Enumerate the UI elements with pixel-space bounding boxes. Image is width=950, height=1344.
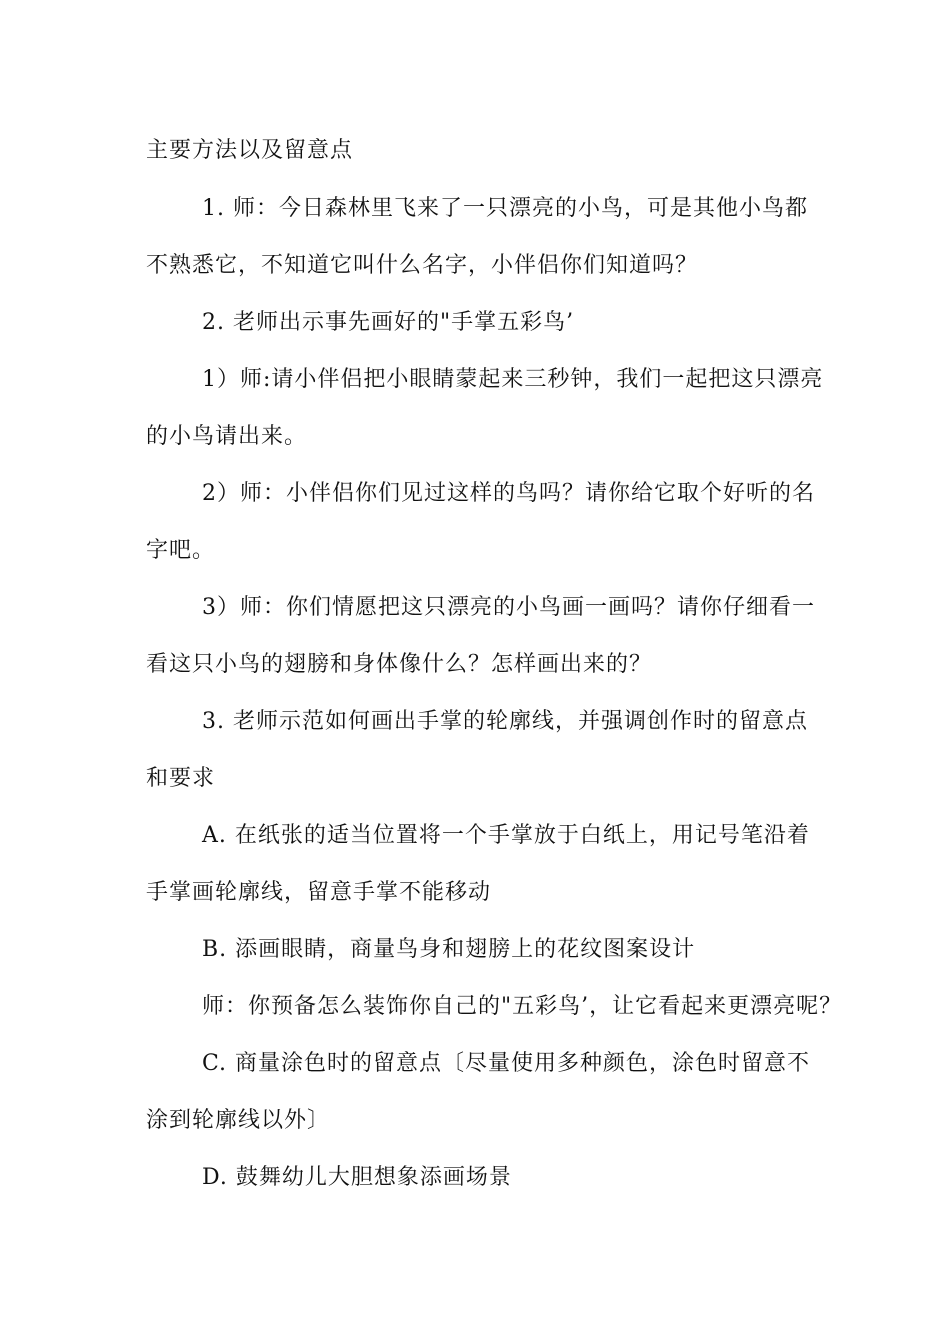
paragraph-line: 3. 老师示范如何画出手掌的轮廓线，并强调创作时的留意点 bbox=[202, 709, 808, 734]
paragraph-line: 1. 师：今日森林里飞来了一只漂亮的小鸟，可是其他小鸟都 bbox=[202, 196, 808, 221]
paragraph-line: B. 添画眼睛，商量鸟身和翅膀上的花纹图案设计 bbox=[202, 937, 696, 962]
paragraph-line: 字吧。 bbox=[146, 538, 216, 563]
paragraph-line: 1）师:请小伴侣把小眼睛蒙起来三秒钟，我们一起把这只漂亮 bbox=[202, 367, 824, 392]
paragraph-line: D. 鼓舞幼儿大胆想象添画场景 bbox=[202, 1165, 512, 1190]
paragraph-line: 的小鸟请出来。 bbox=[146, 424, 308, 449]
paragraph-line: 看这只小鸟的翅膀和身体像什么？怎样画出来的？ bbox=[146, 652, 653, 677]
paragraph-line: 手掌画轮廓线，留意手掌不能移动 bbox=[146, 880, 492, 905]
paragraph-line: 3）师：你们情愿把这只漂亮的小鸟画一画吗？请你仔细看一 bbox=[202, 595, 815, 620]
paragraph-line: C. 商量涂色时的留意点〔尽量使用多种颜色，涂色时留意不 bbox=[202, 1051, 811, 1076]
paragraph-line: A. 在纸张的适当位置将一个手掌放于白纸上，用记号笔沿着 bbox=[202, 823, 810, 848]
paragraph-line: 师：你预备怎么装饰你自己的"五彩鸟’，让它看起来更漂亮呢？ bbox=[202, 994, 843, 1019]
paragraph-line: 2. 老师出示事先画好的"手掌五彩鸟’ bbox=[202, 310, 575, 335]
paragraph-line: 涂到轮廓线以外〕 bbox=[146, 1108, 331, 1133]
paragraph-line: 和要求 bbox=[146, 766, 216, 791]
paragraph-line: 不熟悉它，不知道它叫什么名字，小伴侣你们知道吗？ bbox=[146, 253, 699, 278]
paragraph-line: 2）师：小伴侣你们见过这样的鸟吗？请你给它取个好听的名 bbox=[202, 481, 815, 506]
section-heading: 主要方法以及留意点 bbox=[146, 138, 354, 163]
